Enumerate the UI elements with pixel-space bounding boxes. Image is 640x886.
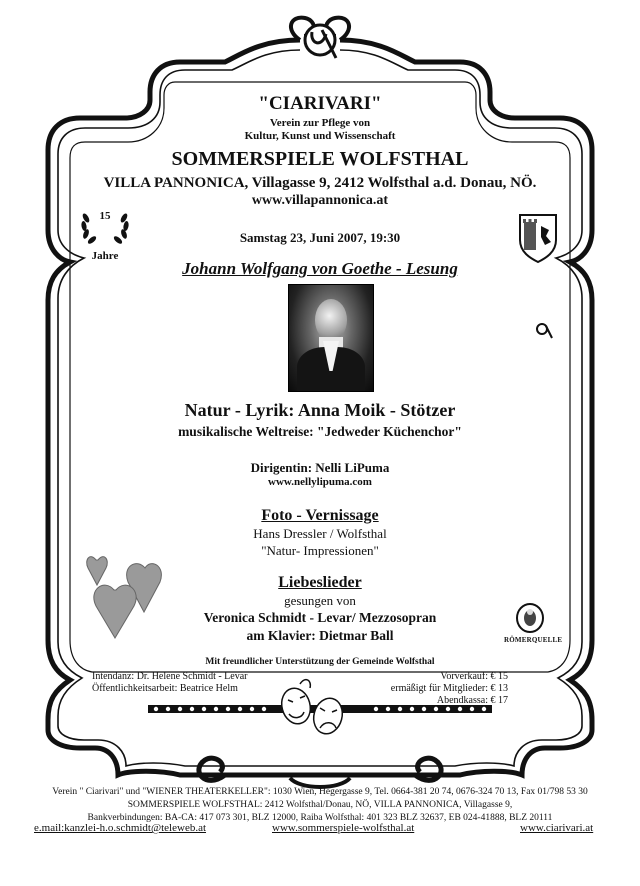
love-songs-subtitle: gesungen von <box>284 593 356 608</box>
pianist: am Klavier: Dietmar Ball <box>246 628 394 643</box>
price-members: ermäßigt für Mitglieder: € 13 <box>390 683 508 694</box>
intendant: Intendanz: Dr. Helene Schmidt - Levar <box>92 671 248 682</box>
footer-line-2: SOMMERSPIELE WOLFSTHAL: 2412 Wolfsthal/Donau, NÖ, VILLA PANNONICA, Villagasse 9, <box>127 800 513 810</box>
conductor-website[interactable]: www.nellylipuma.com <box>268 476 372 488</box>
event-date: Samstag 23, Juni 2007, 19:30 <box>239 230 401 245</box>
program-sub: musikalische Weltreise: "Jedweder Küchenchor" <box>178 424 462 439</box>
footer-line-1: Verein " Ciarivari" und "WIENER THEATERKELLER": 1030 Wien, Hegergasse 9, Tel. 0664-381 20 74, 0676-324 70 13, Fax 01/798 53 30 <box>52 787 588 797</box>
foto-artist: Hans Dressler / Wolfsthal <box>253 526 387 541</box>
org-subtitle-2: Kultur, Kunst und Wissenschaft <box>244 130 396 142</box>
anniversary-label: Jahre <box>91 250 119 262</box>
love-songs-title: Liebeslieder <box>278 574 362 591</box>
public-relations: Öffentlichkeitsarbeit: Beatrice Helm <box>92 683 238 694</box>
foto-work: "Natur- Impressionen" <box>261 543 379 558</box>
goethe-portrait <box>288 284 374 392</box>
anniversary-number: 15 <box>99 210 111 222</box>
price-presale: Vorverkauf: € 15 <box>440 671 508 682</box>
org-subtitle-1: Verein zur Pflege von <box>269 117 371 129</box>
footer-website-ciarivari[interactable]: www.ciarivari.at <box>520 822 594 834</box>
footer-website-sommerspiele[interactable]: www.sommerspiele-wolfsthal.at <box>272 822 415 834</box>
sponsor-brand: RÖMERQUELLE <box>504 636 563 644</box>
singer: Veronica Schmidt - Levar/ Mezzosopran <box>203 610 437 625</box>
conductor: Dirigentin: Nelli LiPuma <box>250 460 390 475</box>
org-name: "CIARIVARI" <box>258 93 382 114</box>
footer-email[interactable]: e.mail:kanzlei-h.o.schmidt@teleweb.at <box>34 822 207 834</box>
festival-title: SOMMERSPIELE WOLFSTHAL <box>171 148 469 170</box>
ciarivari-logo <box>305 25 336 58</box>
event-title: Johann Wolfgang von Goethe - Lesung <box>182 259 458 278</box>
small-ciarivari-logo <box>537 324 552 338</box>
footer-line-3: Bankverbindungen: BA-CA: 417 073 301, BLZ 12000, Raiba Wolfsthal: 401 323 BLZ 32637, EB 024-41888, BLZ 20111 <box>87 813 553 823</box>
foto-title: Foto - Vernissage <box>261 507 379 524</box>
program-main: Natur - Lyrik: Anna Moik - Stötzer <box>184 400 456 420</box>
venue-website[interactable]: www.villapannonica.at <box>251 193 389 208</box>
support-line: Mit freundlicher Unterstützung der Gemeinde Wolfsthal <box>205 657 435 667</box>
venue-address: VILLA PANNONICA, Villagasse 9, 2412 Wolfsthal a.d. Donau, NÖ. <box>103 175 537 191</box>
price-boxoffice: Abendkassa: € 17 <box>436 695 508 706</box>
